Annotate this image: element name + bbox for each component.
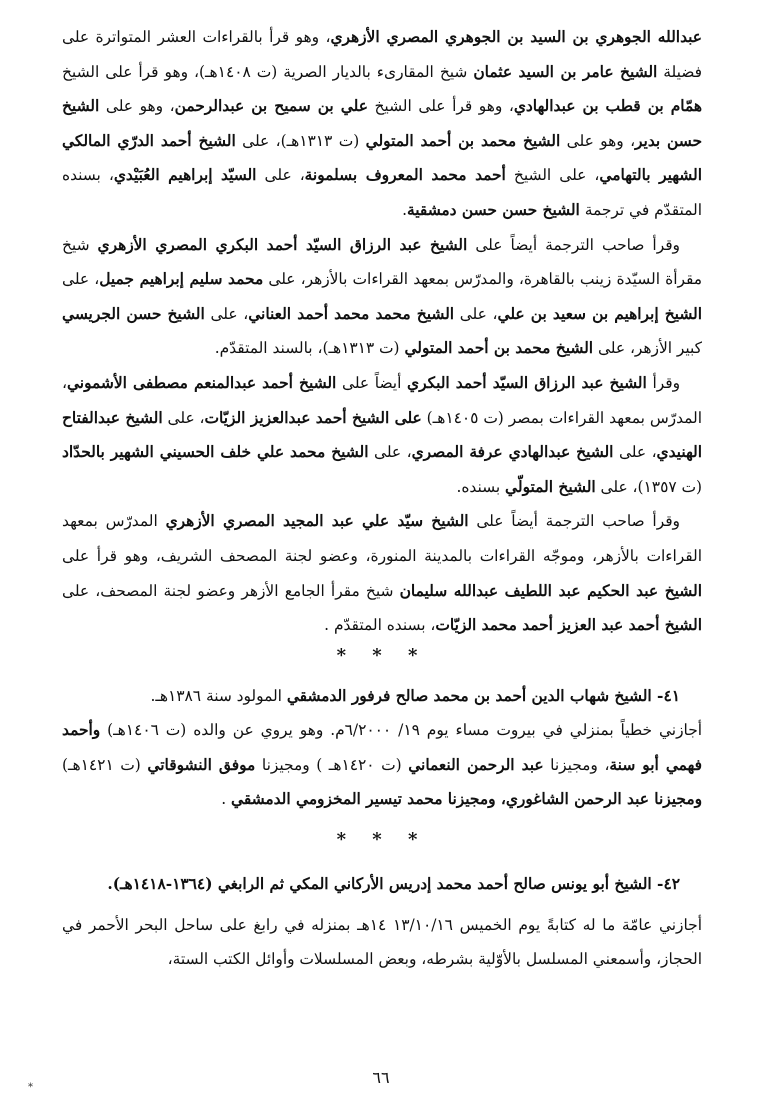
- text-run: (ت ١٣١٣هـ)، بالسند المتقدّم.: [214, 339, 405, 358]
- bold-name-run: الشيخ عامر بن السيد عثمان: [473, 62, 658, 81]
- page-content: [62, 20, 702, 977]
- section-separator: * * *: [336, 829, 428, 851]
- text-run: ، على الشيخ: [505, 166, 600, 185]
- bold-name-run: وأحمد فهمي أبو سنة: [62, 721, 703, 774]
- bold-name-run: الشيخ عبدالفتاح الهنيدي: [62, 408, 703, 462]
- text-run: وقرأ صاحب الترجمة أيضاً على: [468, 512, 680, 531]
- bold-name-run: الشيخ عبد الرزاق السيّد أحمد البكري المصري الأزهري: [97, 235, 468, 254]
- text-run: (ت ١٣١٣هـ)، على: [235, 131, 366, 150]
- bold-name-run: الشيخ عبد الرزاق السيّد أحمد البكري: [407, 373, 647, 392]
- bold-name-run: الشيخ عبدالهادي عرفة المصري: [411, 443, 614, 462]
- bold-name-run: الشيخ حسن حسن دمشقية: [407, 200, 580, 219]
- text-run: شيخ المقارىء بالديار الصرية (ت ١٤٠٨هـ)، وهو قرأ على الشيخ: [62, 62, 474, 81]
- bold-name-run: الشيخ محمد بن أحمد المتولي: [365, 131, 561, 150]
- paragraph: [62, 713, 702, 817]
- bold-name-run: ٤١- الشيخ شهاب الدين أحمد بن محمد صالح فرفور الدمشقي: [286, 686, 680, 705]
- text-run: ، على: [368, 443, 412, 462]
- text-run: ، على: [454, 304, 498, 323]
- page-number: ٦٦: [372, 1068, 390, 1087]
- paragraph: [62, 908, 702, 977]
- bold-name-run: موفق النشوقاتي: [147, 755, 256, 774]
- margin-mark: *: [28, 1082, 33, 1093]
- bold-name-run: محمد سليم إبراهيم جميل: [99, 270, 264, 289]
- bold-name-run: الشيخ سيّد علي عبد المجيد المصري الأزهري: [165, 512, 469, 531]
- text-run: ، ومجيزنا: [543, 755, 610, 774]
- bold-name-run: همّام بن قطب بن عبدالهادي: [513, 97, 702, 116]
- bold-name-run: أحمد محمد المعروف بسلمونة: [304, 166, 506, 185]
- bold-name-run: الشيخ حسن الجريسي: [62, 304, 205, 323]
- bold-name-run: الشيخ أحمد عبدالمنعم مصطفى الأشموني: [66, 373, 337, 392]
- bold-name-run: الشيخ حسن بدير: [62, 97, 703, 150]
- section-separator: * * *: [336, 644, 428, 666]
- text-run: ، وهو على: [99, 97, 175, 116]
- text-run: أجازني عامّة ما له كتابةً يوم الخميس ١٣/١٠/١٦ ١٤هـ بمنزله في رابغ على ساحل البحر الأحمر في الحجاز، وأسمعني المسلسل بالأوّلية بشرطه، وبعض المسلسلات وأوائل الكتب الستة،: [62, 915, 702, 969]
- paragraph: [62, 20, 702, 228]
- text-run: المولود سنة ١٣٨٦هـ.: [150, 686, 287, 705]
- bold-name-run: الشيخ عبد الحكيم عبد اللطيف عبدالله سليمان: [399, 581, 702, 600]
- bold-name-run: الشيخ أحمد الدرّي المالكي الشهير بالتهامي: [62, 131, 703, 185]
- bold-name-run: عبد الرحمن النعماني: [408, 755, 544, 774]
- text-run: ، على: [62, 270, 100, 289]
- bold-name-run: الشيخ محمد بن أحمد المتولي: [404, 339, 594, 358]
- text-run: .: [221, 790, 231, 809]
- text-run: .: [402, 200, 408, 219]
- text-run: ، وهو قرأ على الشيخ: [367, 97, 514, 116]
- bold-name-run: على الشيخ أحمد عبدالعزيز الزيّات: [204, 408, 422, 427]
- bold-name-run: ومجيزنا عبد الرحمن الشاغوري، ومجيزنا محمد تيسير المخزومي الدمشقي: [231, 790, 702, 809]
- text-run: ، على: [162, 408, 205, 427]
- text-run: (ت ١٣٥٧)، على: [595, 477, 702, 496]
- bold-name-run: عبدالله الجوهري بن السيد بن الجوهري المصري الأزهري: [330, 28, 702, 46]
- paragraph: [62, 504, 702, 642]
- text-run: ، بسنده المتقدّم .: [324, 616, 436, 635]
- text-run: ، على: [256, 166, 305, 185]
- text-run: ، بسنده المتقدّم في ترجمة: [62, 166, 702, 219]
- text-run: ، المدرّس بمعهد القراءات بمصر (ت ١٤٠٥هـ): [62, 373, 703, 427]
- paragraph: [62, 228, 702, 366]
- bold-name-run: الشيخ المتولّي: [505, 477, 596, 496]
- text-run: أيضاً على: [336, 373, 408, 392]
- entry-heading: [62, 679, 702, 714]
- text-run: ، على: [204, 304, 249, 323]
- bold-name-run: الشيخ أحمد عبد العزيز أحمد محمد الزيّات: [435, 616, 702, 635]
- text-run: شيخ مقرأ الجامع الأزهر وعضو لجنة المصحف، على: [62, 581, 400, 600]
- text-run: المدرّس بمعهد القراءات بالأزهر، وموجّه القراءات بالمدينة المنورة، وعضو لجنة المصحف الشريف، وهو قرأ على: [62, 512, 702, 565]
- text-run: ، وهو على: [560, 131, 636, 150]
- text-run: وقرأ صاحب الترجمة أيضاً على: [467, 235, 680, 254]
- bold-name-run: ٤٢- الشيخ أبو يونس صالح أحمد محمد إدريس الأركاني المكي ثم الرابغي (١٣٦٤-١٤١٨هـ).: [107, 875, 680, 894]
- bold-name-run: السيّد إبراهيم العُبَيْدي: [113, 166, 257, 185]
- text-run: (ت ١٤٢١هـ): [62, 755, 148, 774]
- text-run: بسنده.: [456, 477, 506, 496]
- text-run: ، وهو قرأ بالقراءات العشر المتواترة على فضيلة: [62, 28, 702, 81]
- bold-name-run: الشيخ محمد علي خلف الحسيني الشهير بالحدّاد: [62, 443, 369, 462]
- text-run: أجازني خطياً بمنزلي في بيروت مساء يوم ١٩/ ٦/٢٠٠٠م. وهو يروي عن والده (ت ١٤٠٦هـ): [100, 721, 702, 740]
- text-run: ، على: [613, 443, 657, 462]
- text-run: وقرأ: [646, 373, 680, 392]
- entry-heading: [62, 867, 702, 902]
- text-run: كبير الأزهر، على: [593, 339, 702, 358]
- text-run: (ت ١٤٢٠هـ ) ومجيزنا: [255, 755, 409, 774]
- bold-name-run: الشيخ محمد محمد أحمد العناني: [248, 304, 455, 323]
- text-run: شيخ مقرأة السيّدة زينب بالقاهرة، والمدرّس بمعهد القراءات بالأزهر، على: [62, 235, 702, 289]
- bold-name-run: الشيخ إبراهيم بن سعيد بن علي: [497, 304, 703, 323]
- paragraph: [62, 366, 702, 504]
- bold-name-run: علي بن سميح بن عبدالرحمن: [174, 97, 368, 116]
